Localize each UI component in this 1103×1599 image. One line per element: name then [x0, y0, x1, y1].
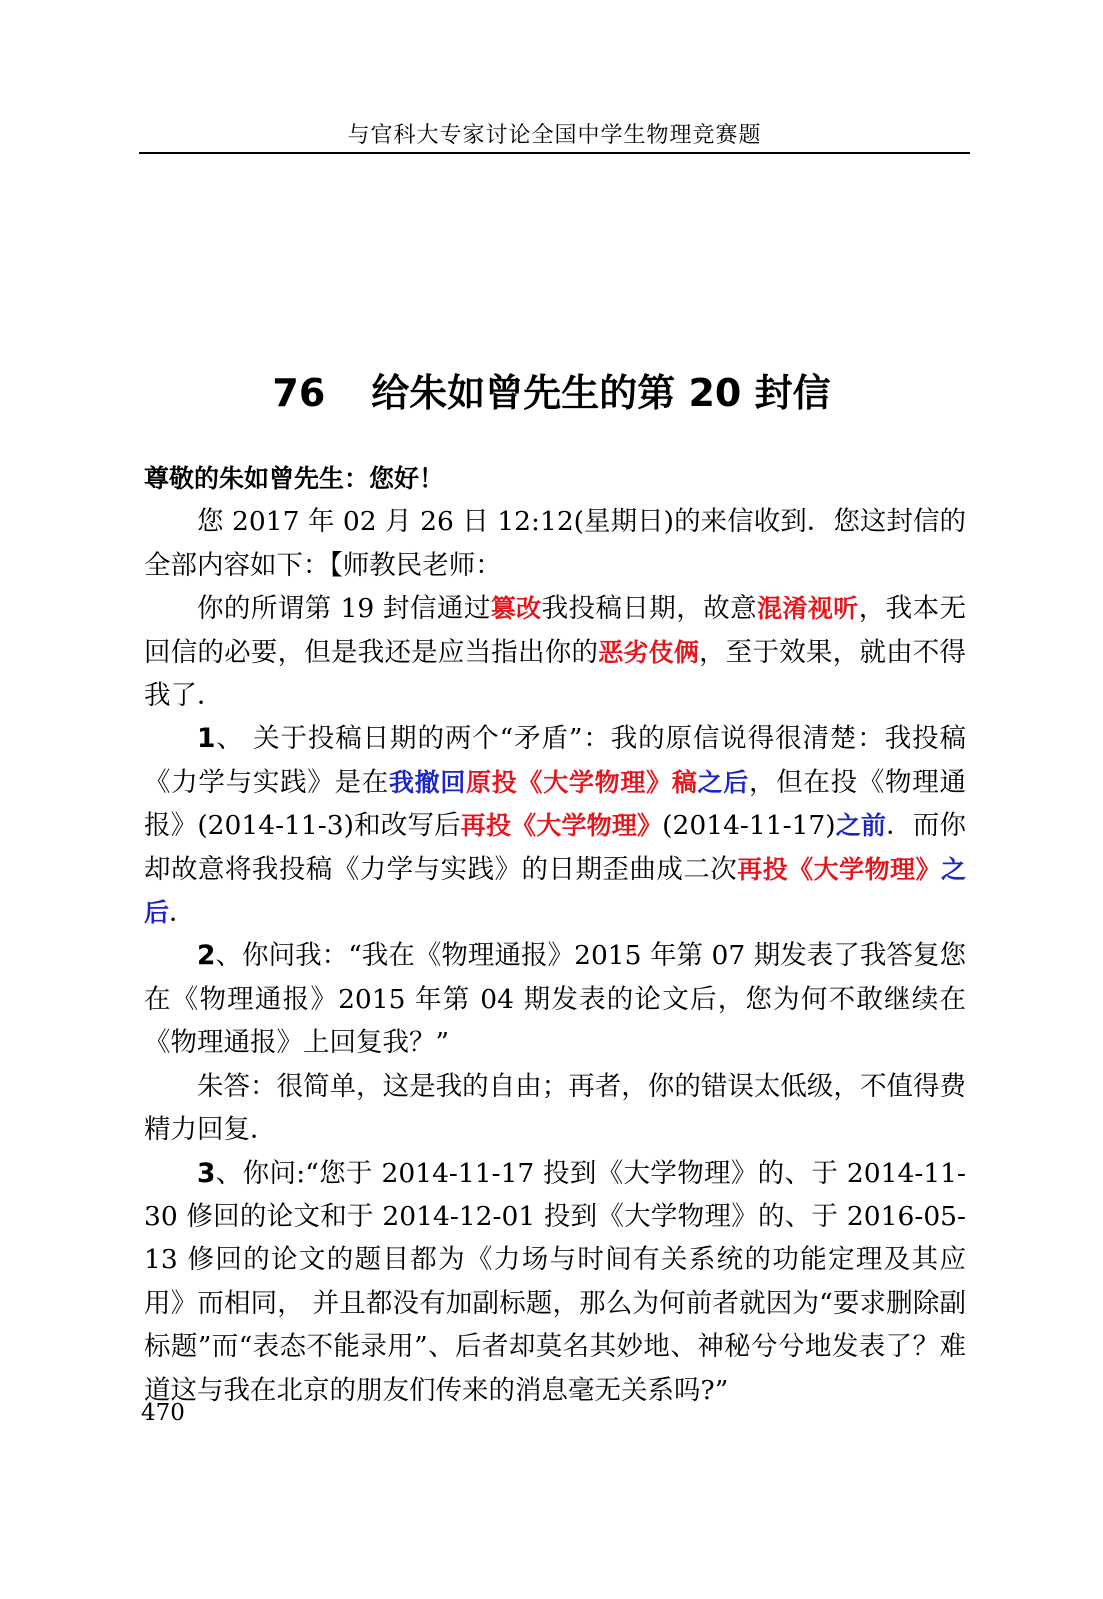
running-header: 与官科大专家讨论全国中学生物理竞赛题 [347, 123, 762, 148]
chapter-title-text: 给朱如曾先生的第 20 封信 [371, 371, 831, 415]
chapter-number: 76 [272, 371, 326, 415]
emphasis-red: 再投《大学物理》 [460, 811, 663, 841]
text-run: 、 关于投稿日期的两个“矛盾”：我的原信说得很清楚：我投稿《力学与实践》是在 [144, 723, 966, 798]
text-run: 、你问:“您于 2014-11-17 投到《大学物理》的、于 2014-11-30 修回的论文和于 2014-12-01 投到《大学物理》的、于 2016-05-13 修回的论文的题目都为《力场与时间有关系统的功能定理及其应用》而相同， 并且都没有加副标题，那么为何前者就因为“要求删除副标题”而“表态不能录用”、后者却莫名其妙地、神秘兮兮地发表了？难道这与我在北京的朋友们传来的消息毫无关系吗?” [144, 1157, 966, 1406]
paragraph-answer-2: 朱答：很简单，这是我的自由；再者，你的错误太低级，不值得费精力回复． [144, 1070, 966, 1146]
emphasis-red: 再投《大学物理》 [737, 854, 941, 884]
text-run: ，但在投《物理通报》(2014-11-3)和改写后 [144, 766, 966, 842]
text-run: 、你问我：“我在《物理通报》2015 年第 07 期发表了我答复您在《物理通报》2015 年第 04 期发表的论文后，您为何不敢继续在《物理通报》上回复我？” [144, 940, 966, 1059]
letter-body [144, 457, 966, 1412]
emphasis-blue: 之前 [835, 811, 887, 841]
point-number: 2 [197, 940, 216, 972]
emphasis-blue: 之后 [144, 854, 966, 928]
paragraph-point-2 [144, 934, 966, 1064]
emphasis-red: 恶劣伎俩 [598, 637, 700, 667]
text-run: ，我本无回信的必要，但是我还是应当指出你的 [144, 593, 966, 668]
header-rule [139, 152, 970, 154]
text-run: (2014-11-17) [662, 810, 836, 842]
text-run: ． [169, 897, 196, 929]
emphasis-blue: 之后 [697, 767, 749, 797]
page-number: 470 [141, 1400, 185, 1426]
point-number: 1 [197, 723, 216, 755]
chapter-title [0, 362, 1103, 417]
emphasis-red: 篡改 [490, 594, 542, 624]
salutation: 尊敬的朱如曾先生：您好！ [144, 464, 445, 493]
point-number: 3 [197, 1157, 216, 1189]
emphasis-blue: 我撤回 [388, 767, 467, 797]
emphasis-red: 原投《大学物理》稿 [466, 767, 698, 797]
text-run: 我投稿日期，故意 [541, 593, 758, 625]
paragraph-point-1 [144, 717, 966, 934]
paragraph-point-3 [144, 1152, 966, 1412]
text-run: ．而你却故意将我投稿《力学与实践》的日期歪曲成二次 [144, 810, 966, 885]
paragraph-received: 您 2017 年 02 月 26 日 12:12(星期日)的来信收到．您这封信的全部内容如下：【师教民老师： [144, 506, 966, 581]
text-run: ，至于效果，就由不得我了． [144, 636, 967, 712]
emphasis-red: 混淆视听 [757, 594, 859, 624]
paragraph-quote-intro [144, 587, 966, 717]
text-run: 你的所谓第 19 封信通过 [197, 593, 491, 625]
